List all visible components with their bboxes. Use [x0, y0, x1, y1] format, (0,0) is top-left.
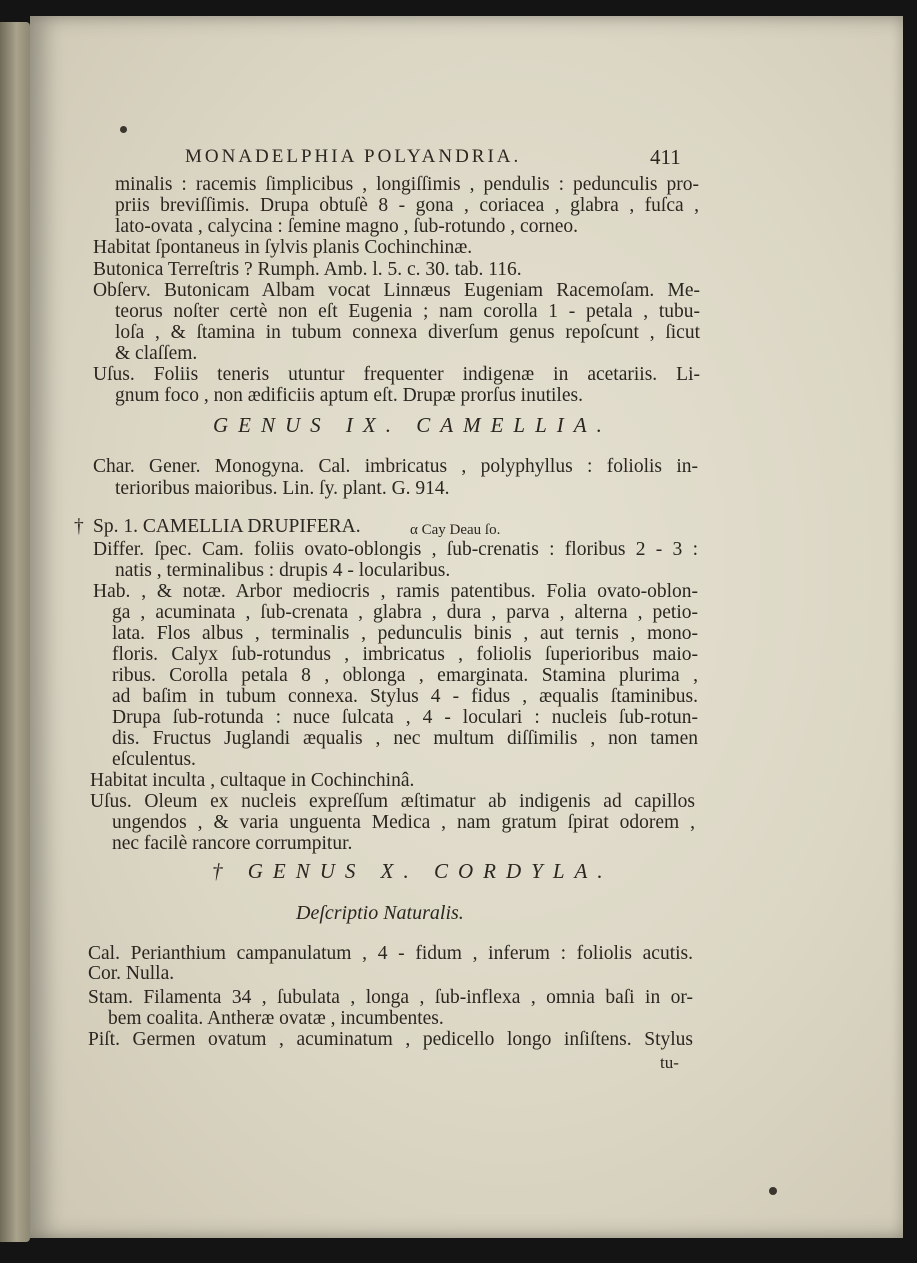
ink-spot: [120, 126, 127, 133]
genus-heading: GENUS IX. CAMELLIA.: [213, 413, 612, 437]
text-line: bem coalita. Antheræ ovatæ , incumbentes.: [108, 1008, 444, 1029]
section-subheading: Deſcriptio Naturalis.: [296, 902, 464, 924]
catchword: tu-: [660, 1053, 679, 1072]
running-title: MONADELPHIA POLYANDRIA.: [185, 146, 522, 167]
text-line: Char. Gener. Monogyna. Cal. imbricatus , polyphyllus : foliolis in-: [93, 456, 698, 477]
vernacular-name: α Cay Deau ſo.: [410, 522, 501, 538]
text-line: Drupa ſub-rotunda : nuce ſulcata , 4 - loculari : nucleis ſub-rotun-: [112, 707, 698, 728]
page-number: 411: [650, 145, 681, 169]
text-line: Cor. Nulla.: [88, 963, 175, 984]
text-line: nec facilè rancore corrumpitur.: [112, 833, 353, 854]
text-line: lata. Flos albus , terminalis , pedunculis binis , aut ternis , mono-: [112, 623, 698, 644]
text-line: Stam. Filamenta 34 , ſubulata , longa , ſub-inflexa , omnia baſi in or-: [88, 987, 693, 1008]
text-line: teorus noſter certè non eſt Eugenia ; nam corolla 1 - petala , tubu-: [115, 301, 700, 322]
text-line: Habitat inculta , cultaque in Cochinchinâ.: [90, 770, 415, 791]
genus-heading: † GENUS X. CORDYLA.: [212, 859, 613, 883]
text-line: Butonica Terreſtris ? Rumph. Amb. l. 5. c. 30. tab. 116.: [93, 259, 522, 280]
text-line: Hab. , & notæ. Arbor mediocris , ramis patentibus. Folia ovato-oblon-: [93, 581, 698, 602]
text-line: ungendos , & varia unguenta Medica , nam gratum ſpirat odorem ,: [112, 812, 695, 833]
text-line: Uſus. Foliis teneris utuntur frequenter indigenæ in acetariis. Li-: [93, 364, 700, 385]
text-line: Cal. Perianthium campanulatum , 4 - fidum , inferum : foliolis acutis.: [88, 943, 693, 964]
text-line: ad baſim in tubum connexa. Stylus 4 - fidus , æqualis ſtaminibus.: [112, 686, 698, 707]
facing-page-edge: [0, 22, 30, 1242]
text-line: Obſerv. Butonicam Albam vocat Linnæus Eugeniam Racemoſam. Me-: [93, 280, 700, 301]
species-line: Sp. 1. CAMELLIA DRUPIFERA.: [93, 516, 361, 537]
text-line: terioribus maioribus. Lin. ſy. plant. G. 914.: [115, 478, 450, 499]
text-line: floris. Calyx ſub-rotundus , imbricatus , foliolis ſuperioribus maio-: [112, 644, 698, 665]
text-line: Uſus. Oleum ex nucleis expreſſum æſtimatur ab indigenis ad capillos: [90, 791, 695, 812]
text-line: Differ. ſpec. Cam. foliis ovato-oblongis , ſub-crenatis : floribus 2 - 3 :: [93, 539, 698, 560]
text-line: minalis : racemis ſimplicibus , longiſſimis , pendulis : pedunculis pro-: [115, 174, 699, 195]
text-line: eſculentus.: [112, 749, 196, 770]
ink-spot: [769, 1187, 777, 1195]
text-line: natis , terminalibus : drupis 4 - locularibus.: [115, 560, 451, 581]
text-line: Habitat ſpontaneus in ſylvis planis Cochinchinæ.: [93, 237, 473, 258]
text-line: loſa , & ſtamina in tubum connexa diverſum genus repoſcunt , ſicut: [115, 322, 700, 343]
text-line: ribus. Corolla petala 8 , oblonga , emarginata. Stamina plurima ,: [112, 665, 698, 686]
dagger-mark: †: [74, 516, 84, 537]
text-line: ga , acuminata , ſub-crenata , glabra , dura , parva , alterna , petio-: [112, 602, 698, 623]
text-line: & claſſem.: [115, 343, 198, 364]
text-line: Piſt. Germen ovatum , acuminatum , pedicello longo inſiſtens. Stylus: [88, 1029, 693, 1050]
text-line: gnum foco , non ædificiis aptum eſt. Drupæ prorſus inutiles.: [115, 385, 583, 406]
text-line: dis. Fructus Juglandi æqualis , nec multum diſſimilis , non tamen: [112, 728, 698, 749]
text-line: priis breviſſimis. Drupa obtuſè 8 - gona , coriacea , glabra , fuſca ,: [115, 195, 699, 216]
text-line: lato-ovata , calycina : ſemine magno , ſub-rotundo , corneo.: [115, 216, 578, 237]
